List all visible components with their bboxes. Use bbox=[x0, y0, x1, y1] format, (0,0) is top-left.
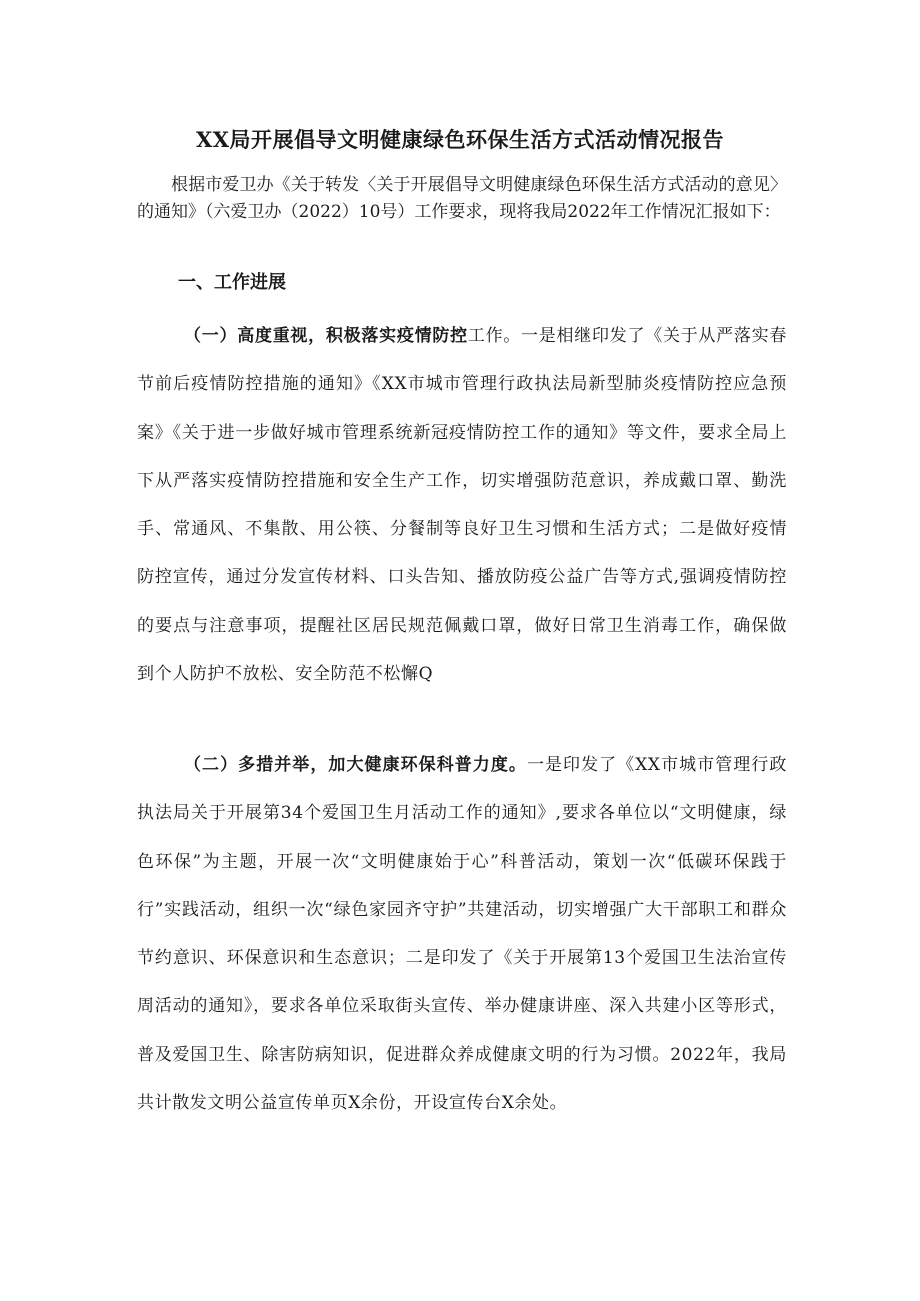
intro-paragraph: 根据市爱卫办《关于转发〈关于开展倡导文明健康绿色环保生活方式活动的意见〉的通知》（六爱卫办（2022）10号）工作要求，现将我局2022年工作情况汇报如下： bbox=[137, 175, 787, 222]
paragraph-body: 一是印发了《XX市城市管理行政执法局关于开展第34个爱国卫生月活动工作的通知》,要求各单位以“文明健康，绿色环保”为主题，开展一次“文明健康始于心”科普活动，策划一次“低碳环保践于行”实践活动，组织一次“绿色家园齐守护”共建活动，切实增强广大干部职工和群众节约意识、环保意识和生态意识；二是印发了《关于开展第13个爱国卫生法治宣传周活动的通知》，要求各单位采取街头宣传、举办健康讲座、深入共建小区等形式，普及爱国卫生、除害防病知识，促进群众养成健康文明的行为习惯。2022年，我局共计散发文明公益宣传单页X余份，开设宣传台X余处。 bbox=[137, 755, 787, 1114]
document-title: XX局开展倡导文明健康绿色环保生活方式活动情况报告 bbox=[195, 127, 725, 152]
paragraph-lead: （一）高度重视，积极落实疫情防控 bbox=[184, 326, 468, 346]
paragraph-body: 工作。一是相继印发了《关于从严落实春节前后疫情防控措施的通知》《XX市城市管理行政执法局新型肺炎疫情防控应急预案》《关于进一步做好城市管理系统新冠疫情防控工作的通知》等文件，要求全局上下从严落实疫情防控措施和安全生产工作，切实增强防范意识，养成戴口罩、勤洗手、常通风、不集散、用公筷、分餐制等良好卫生习惯和生活方式；二是做好疫情防控宣传，通过分发宣传材料、口头告知、播放防疫公益广告等方式,强调疫情防控的要点与注意事项，提醒社区居民规范佩戴口罩，做好日常卫生消毒工作，确保做到个人防护不放松、安全防范不松懈Q bbox=[137, 326, 787, 685]
paragraph-epidemic-control bbox=[137, 312, 787, 698]
paragraph-lead: （二）多措并举，加大健康环保科普力度。 bbox=[184, 755, 527, 775]
section-heading-work-progress: 一、工作进展 bbox=[178, 272, 286, 293]
paragraph-health-education bbox=[137, 741, 787, 1127]
